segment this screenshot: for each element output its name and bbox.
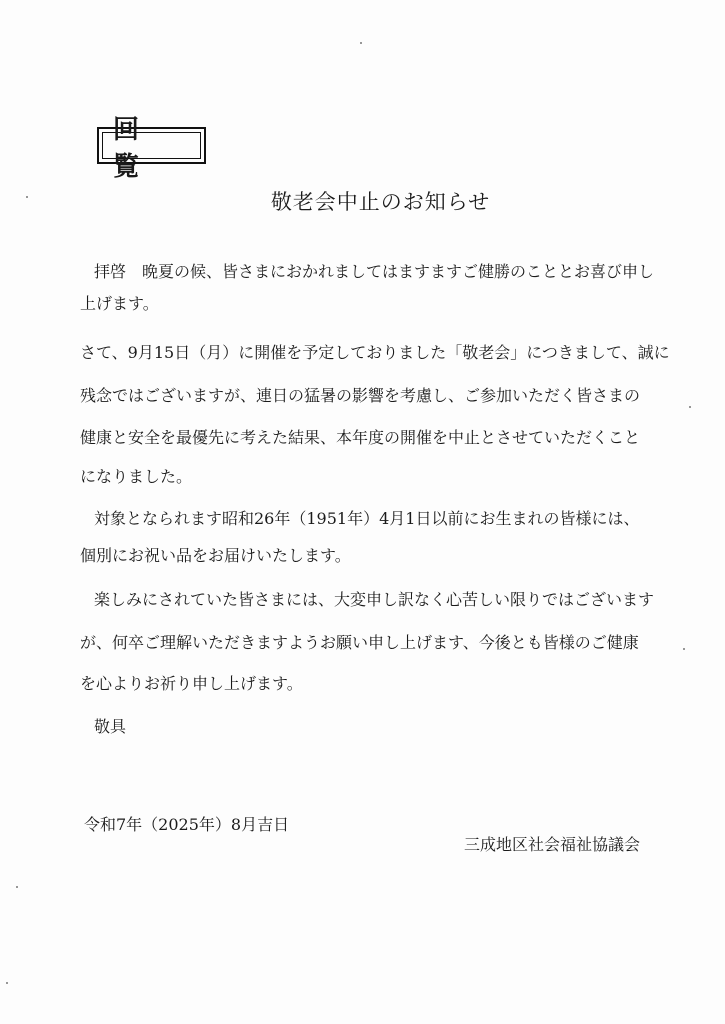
scan-speck bbox=[689, 406, 691, 408]
body-line: が、何卒ご理解いただきますようお願い申し上げます、今後とも皆様のご健康 bbox=[80, 633, 639, 652]
body-line: 個別にお祝い品をお届けいたします。 bbox=[80, 546, 351, 565]
scan-speck bbox=[683, 648, 685, 650]
issue-date: 令和7年（2025年）8月吉日 bbox=[84, 815, 290, 834]
body-line: 残念ではございますが、連日の猛暑の影響を考慮し、ご参加いただく皆さまの bbox=[80, 386, 641, 405]
circulation-label: 回 覧 bbox=[113, 114, 156, 182]
scan-speck bbox=[360, 42, 362, 44]
scan-speck bbox=[16, 886, 18, 888]
body-line: 対象となられます昭和26年（1951年）4月1日以前にお生まれの皆様には、 bbox=[94, 509, 640, 528]
scan-speck bbox=[6, 982, 8, 984]
scan-speck bbox=[26, 196, 28, 198]
closing-word: 敬具 bbox=[94, 717, 127, 736]
body-line: になりました。 bbox=[80, 467, 193, 486]
document-title: 敬老会中止のお知らせ bbox=[270, 190, 491, 214]
body-line: を心よりお祈り申し上げます。 bbox=[80, 674, 303, 693]
sender-organization: 三成地区社会福祉協議会 bbox=[464, 835, 641, 854]
body-line: 拝啓 晩夏の候、皆さまにおかれましてはますますご健勝のこととお喜び申し bbox=[94, 262, 655, 281]
body-line: 上げます。 bbox=[80, 294, 159, 313]
body-line: さて、9月15日（月）に開催を予定しておりました「敬老会」につきまして、誠に bbox=[80, 343, 670, 362]
body-line: 楽しみにされていた皆さまには、大変申し訳なく心苦しい限りではございます bbox=[94, 590, 655, 609]
body-line: 健康と安全を最優先に考えた結果、本年度の開催を中止とさせていただくこと bbox=[80, 428, 641, 447]
circulation-stamp-box bbox=[97, 114, 206, 182]
